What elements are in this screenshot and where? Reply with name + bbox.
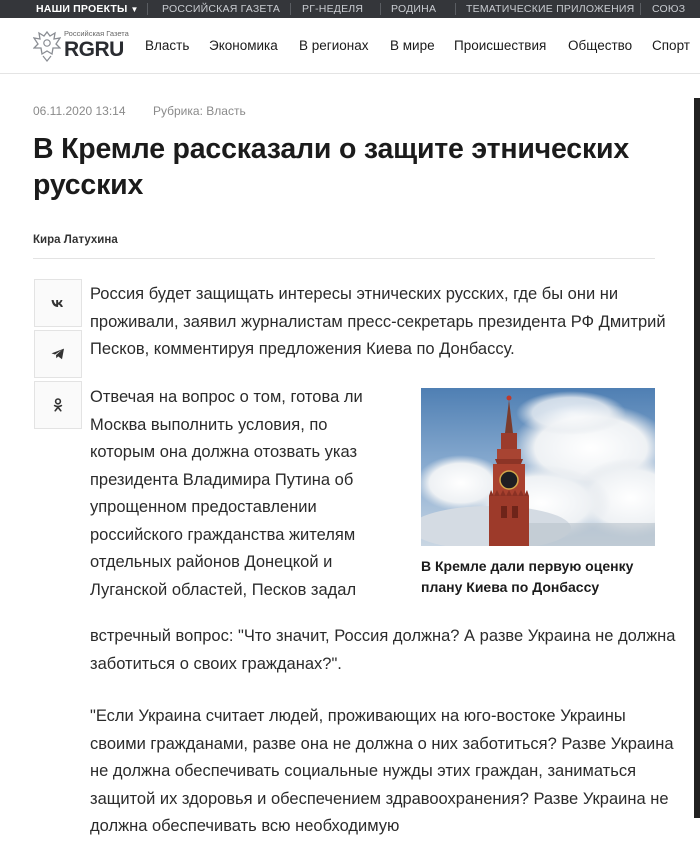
rubric [153, 104, 246, 118]
share-telegram-button[interactable] [34, 330, 82, 378]
paragraph-line: Отвечая на вопрос о том, готова ли [90, 388, 363, 406]
divider [290, 3, 291, 15]
link-rg-nedelya[interactable]: РГ-НЕДЕЛЯ [302, 3, 364, 15]
paragraph-line: Москва выполнить условия, по [90, 415, 328, 434]
logo-wordmark [64, 38, 124, 62]
share-odnoklassniki-button[interactable] [34, 381, 82, 429]
our-projects-menu[interactable] [36, 3, 139, 15]
share-vk-button[interactable] [34, 279, 82, 327]
paragraph-line: президента Владимира Путина об [90, 470, 354, 489]
article-paragraph-continued: встречный вопрос: "Что значит, Россия должна? А разве Украина не должна заботиться о своих гражданах?". [90, 627, 676, 673]
photo-caption-link[interactable]: В Кремле дали первую оценку плану Киева по Донбассу [421, 558, 634, 595]
divider [455, 3, 456, 15]
our-projects-label: НАШИ ПРОЕКТЫ [36, 3, 128, 15]
paragraph-line: российского гражданства жителям [90, 525, 356, 544]
author-name[interactable]: Кира Латухина [33, 234, 118, 246]
rubric-link[interactable]: Власть [206, 104, 246, 118]
kremlin-tower-image [421, 388, 655, 546]
telegram-icon [51, 348, 65, 360]
link-soyuz[interactable]: СОЮЗ [652, 3, 686, 15]
related-article-photo[interactable] [421, 388, 655, 546]
divider [33, 258, 655, 259]
eagle-emblem-icon [33, 29, 61, 63]
link-thematic-supplements[interactable]: ТЕМАТИЧЕСКИЕ ПРИЛОЖЕНИЯ [466, 3, 635, 15]
nav-v-regionah[interactable]: В регионах [299, 38, 369, 53]
paragraph-line: Луганской областей, Песков задал [90, 580, 357, 599]
paragraph-line: которым она должна отозвать указ [90, 443, 358, 461]
nav-v-mire[interactable]: В мире [390, 38, 435, 53]
nav-proisshestviya[interactable]: Происшествия [454, 38, 547, 53]
nav-sport[interactable]: Спорт [652, 38, 690, 53]
nav-ekonomika[interactable]: Экономика [209, 38, 278, 53]
article-title: В Кремле рассказали о защите этнических русских [33, 133, 629, 201]
chevron-down-icon: ▼ [130, 5, 139, 14]
divider [147, 3, 148, 15]
odnoklassniki-icon [53, 398, 63, 412]
site-header [0, 18, 700, 74]
paragraph-line: упрощенном предоставлении [90, 498, 317, 516]
publish-date: 06.11.2020 13:14 [33, 104, 126, 118]
divider [380, 3, 381, 15]
rubric-label: Рубрика: [153, 104, 203, 118]
projects-bar [0, 0, 700, 18]
logo-subtitle: Российская Газета [64, 29, 129, 38]
nav-obshchestvo[interactable]: Общество [568, 38, 633, 53]
divider [640, 3, 641, 15]
logo-rg: RG [64, 38, 95, 61]
article-meta [33, 104, 246, 118]
logo-ru: RU [94, 38, 124, 61]
vk-icon [51, 299, 65, 308]
link-rossiyskaya-gazeta[interactable]: РОССИЙСКАЯ ГАЗЕТА [162, 3, 281, 15]
article-paragraph-wrapped [90, 384, 390, 604]
link-rodina[interactable]: РОДИНА [391, 3, 437, 15]
scrollbar[interactable] [694, 98, 700, 818]
article-quote-paragraph: "Если Украина считает людей, проживающих на юго-востоке Украины своими гражданами, разве она не должна о них заботиться? Разве Украина не должна обеспечивать социальные нужды этих граждан, заниматься защитой их здоровья и обеспечением здравоохранения? Разве Украина не должна обеспечивать всю необходимую [90, 707, 674, 835]
article-paragraph: Россия будет защищать интересы этнических русских, где бы они ни проживали, заявил журналистам пресс-секретарь президента РФ Дмитрий Песков, комментируя предложения Киева по Донбассу. [90, 285, 666, 358]
site-logo[interactable] [33, 27, 128, 67]
paragraph-line: отдельных районов Донецкой и [90, 553, 333, 571]
nav-vlast[interactable]: Власть [145, 38, 190, 53]
